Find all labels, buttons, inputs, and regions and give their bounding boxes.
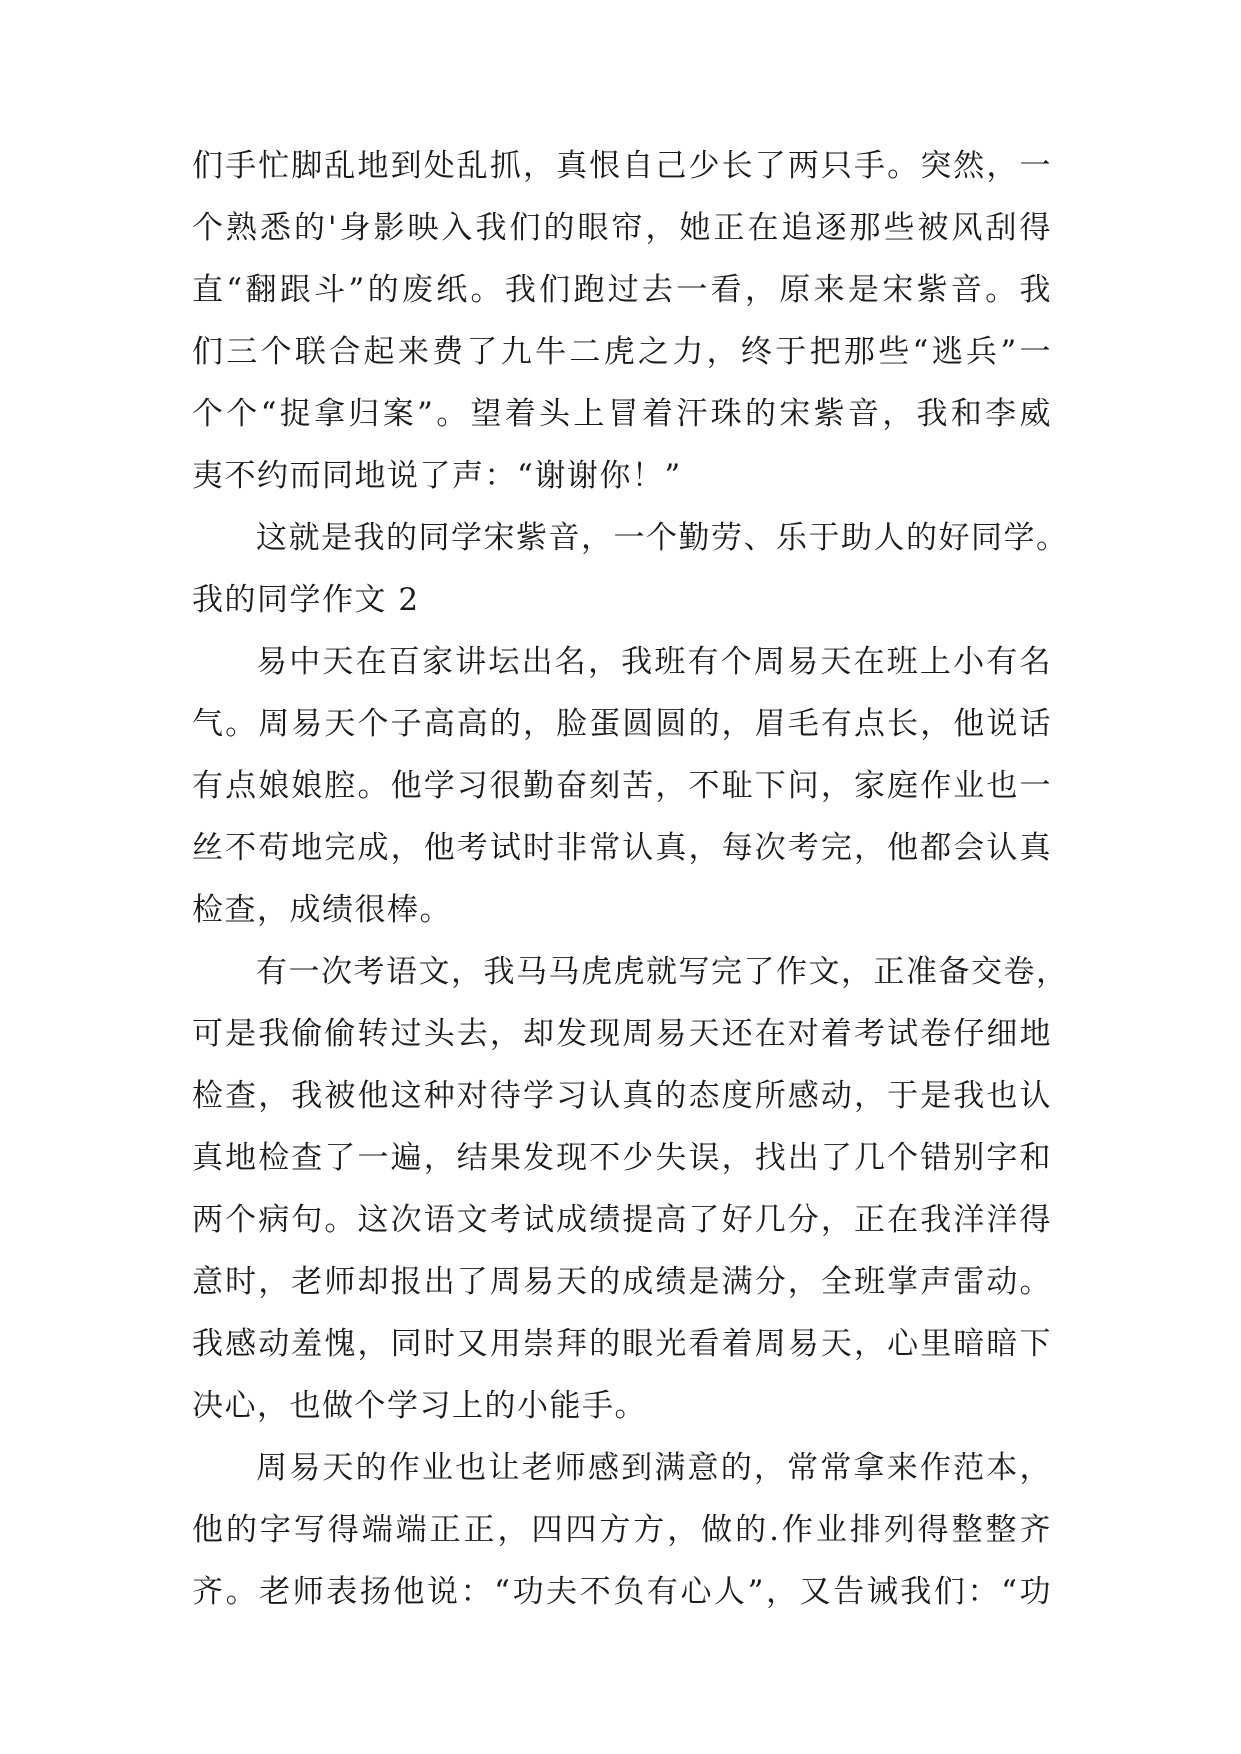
paragraph-start-line: 这就是我的同学宋紫音，一个勤劳、乐于助人的好同学。 [256, 520, 1069, 556]
text-line: 丝不苟地完成，他考试时非常认真，每次考完，他都会认真 [192, 830, 1052, 866]
text-line: 们手忙脚乱地到处乱抓，真恨自己少长了两只手。突然，一 [192, 148, 1052, 184]
paragraph-start-line: 易中天在百家讲坛出名，我班有个周易天在班上小有名 [256, 644, 1052, 680]
paragraph-start-line: 有一次考语文，我马马虎虎就写完了作文，正准备交卷， [256, 954, 1069, 990]
text-line: 有点娘娘腔。他学习很勤奋刻苦，不耻下问，家庭作业也一 [192, 768, 1052, 804]
text-line: 个个“捉拿归案”。望着头上冒着汗珠的宋紫音，我和李威 [192, 396, 1052, 432]
text-line: 检查，成绩很棒。 [192, 892, 452, 928]
text-line: 两个病句。这次语文考试成绩提高了好几分，正在我洋洋得 [192, 1202, 1052, 1238]
text-line: 个熟悉的'身影映入我们的眼帘，她正在追逐那些被风刮得 [192, 210, 1052, 246]
section-heading: 我的同学作文 2 [192, 582, 420, 618]
text-line: 我感动羞愧，同时又用崇拜的眼光看着周易天，心里暗暗下 [192, 1326, 1052, 1362]
text-line: 可是我偷偷转过头去，却发现周易天还在对着考试卷仔细地 [192, 1016, 1052, 1052]
paragraph-start-line: 周易天的作业也让老师感到满意的，常常拿来作范本， [256, 1450, 1052, 1486]
text-line: 气。周易天个子高高的，脸蛋圆圆的，眉毛有点长，他说话 [192, 706, 1052, 742]
text-line: 他的字写得端端正正，四四方方，做的.作业排列得整整齐 [192, 1512, 1052, 1548]
text-line: 直“翻跟斗”的废纸。我们跑过去一看，原来是宋紫音。我 [192, 272, 1052, 308]
text-line: 齐。老师表扬他说：“功夫不负有心人”，又告诫我们：“功 [192, 1574, 1052, 1610]
document-body [192, 135, 1069, 1623]
text-line: 决心，也做个学习上的小能手。 [192, 1388, 647, 1424]
text-line: 意时，老师却报出了周易天的成绩是满分，全班掌声雷动。 [192, 1264, 1052, 1300]
text-line: 夷不约而同地说了声：“谢谢你！” [192, 458, 682, 494]
text-line: 们三个联合起来费了九牛二虎之力，终于把那些“逃兵”一 [192, 334, 1052, 370]
text-line: 检查，我被他这种对待学习认真的态度所感动，于是我也认 [192, 1078, 1052, 1114]
text-line: 真地检查了一遍，结果发现不少失误，找出了几个错别字和 [192, 1140, 1052, 1176]
